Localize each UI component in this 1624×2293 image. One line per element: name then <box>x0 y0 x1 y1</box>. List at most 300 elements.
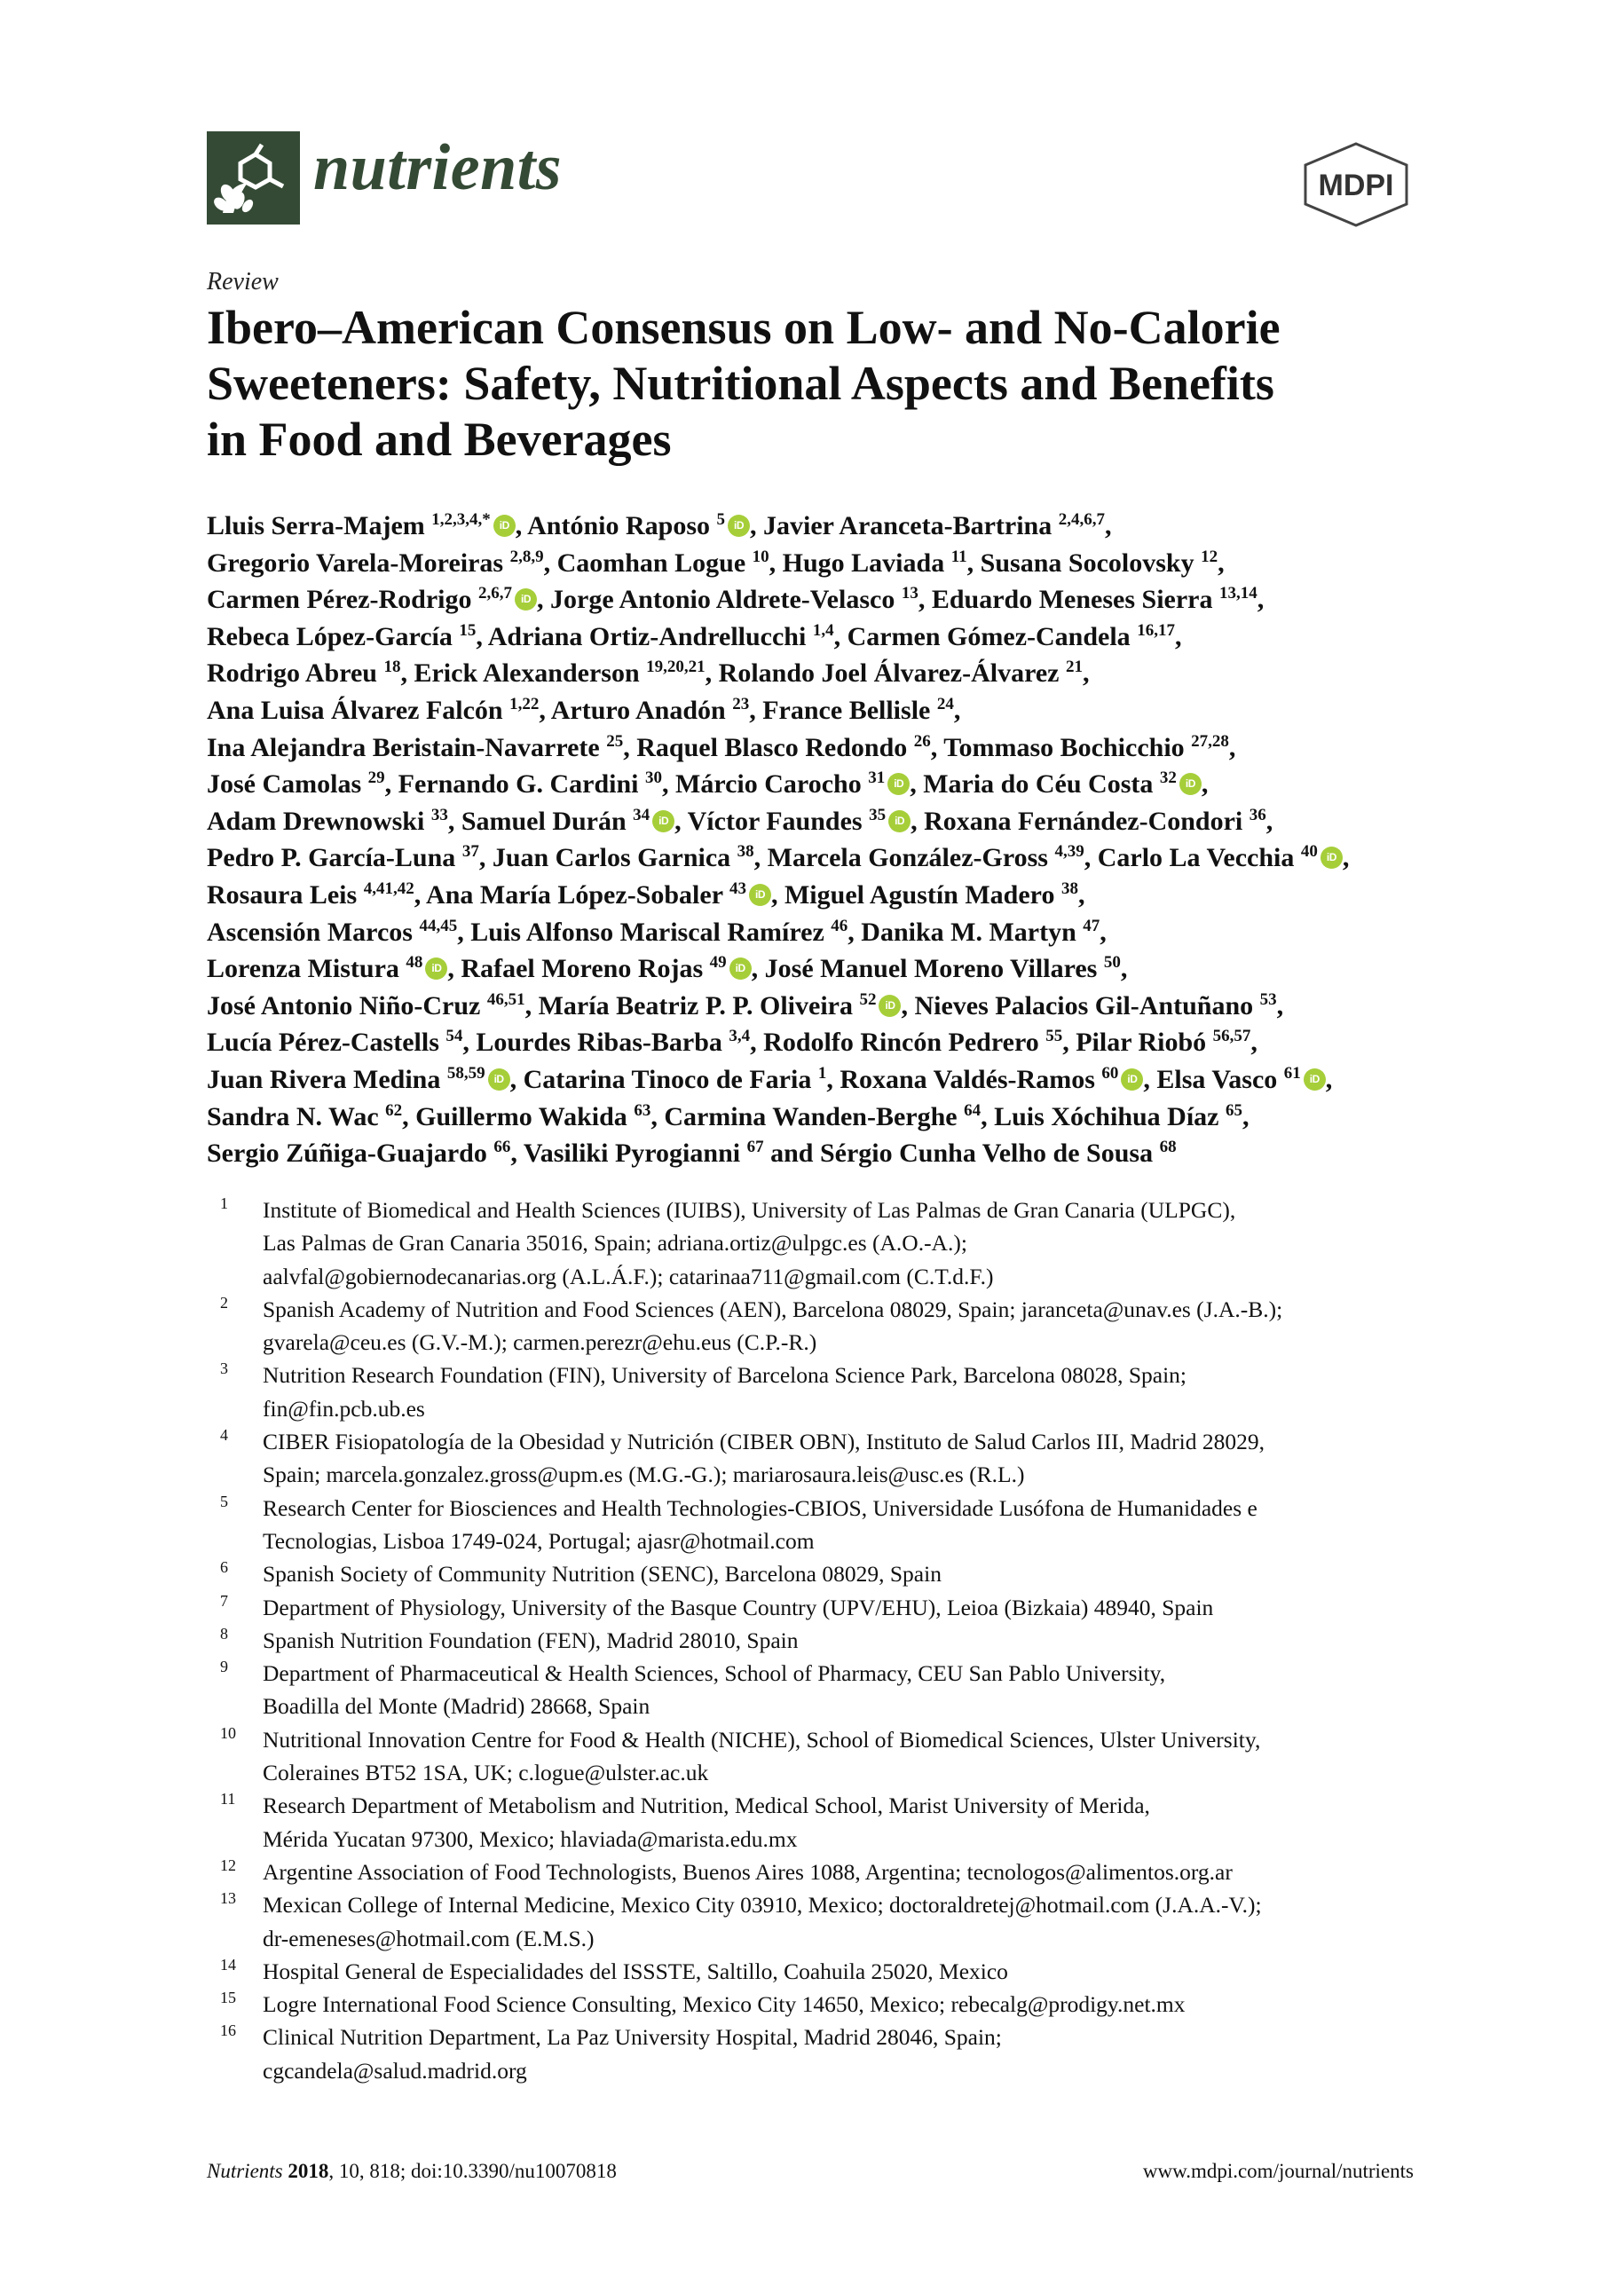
author-separator: , <box>447 954 461 984</box>
affiliation-item <box>220 1789 1462 1856</box>
journal-header <box>207 131 1414 225</box>
author-line <box>207 619 1467 656</box>
author-separator: , <box>1257 585 1265 615</box>
author-name <box>207 585 537 614</box>
author-separator: , <box>753 843 768 873</box>
affiliation-number: 14 <box>220 1955 236 1974</box>
author-name-text: Sandra N. Wac <box>207 1101 379 1131</box>
author-name-text: Adriana Ortiz-Andrellucchi <box>487 621 807 651</box>
author-name <box>488 622 834 651</box>
author-line <box>207 914 1467 951</box>
author-name-text: Caomhan Logue <box>556 548 746 578</box>
affiliation-superscript: 52 <box>859 989 877 1009</box>
author-separator: , <box>901 990 915 1020</box>
author-name-text: Nieves Palacios Gil-Antuñano <box>914 990 1254 1020</box>
author-name <box>398 769 662 799</box>
affiliation-number: 15 <box>220 1989 236 2007</box>
author-name <box>1098 843 1343 872</box>
footer-year: 2018 <box>288 2160 329 2182</box>
orcid-icon[interactable]: iD <box>887 773 910 795</box>
author-name-text: Gregorio Varela-Moreiras <box>207 548 504 578</box>
affiliation-superscript: 12 <box>1201 547 1218 566</box>
author-name-text: Márcio Carocho <box>675 769 862 800</box>
author-separator: , <box>930 732 944 762</box>
affiliation-item <box>220 1856 1462 1888</box>
article-title <box>207 300 1449 468</box>
affiliation-superscript: 38 <box>737 842 754 862</box>
author-line <box>207 655 1467 692</box>
author-separator: , <box>1104 511 1112 540</box>
author-separator: , <box>1250 1028 1257 1058</box>
author-name <box>414 658 705 688</box>
author-name <box>461 807 674 836</box>
affiliation-superscript: 35 <box>869 805 887 824</box>
orcid-icon[interactable]: iD <box>1304 1068 1326 1091</box>
author-name-text: Carmen Pérez-Rodrigo <box>207 585 472 615</box>
orcid-icon[interactable]: iD <box>729 957 752 980</box>
author-name <box>923 769 1202 799</box>
author-separator: , <box>1100 917 1107 947</box>
author-line <box>207 692 1467 729</box>
author-separator: , <box>749 695 763 725</box>
author-name <box>207 843 479 872</box>
affiliation-superscript: 66 <box>493 1138 511 1157</box>
affiliation-superscript: 33 <box>430 805 448 824</box>
journal-url-link[interactable]: www.mdpi.com/journal/nutrients <box>1142 2160 1414 2182</box>
author-name-text: Luis Alfonso Mariscal Ramírez <box>470 917 824 947</box>
author-name <box>861 918 1100 947</box>
author-name-text: Lourdes Ribas-Barba <box>476 1028 722 1058</box>
affiliation-item <box>220 1723 1462 1790</box>
affiliation-text: Nutrition Research Foundation (FIN), University of Barcelona Science Park, Barcelona 08028, Spain; fin@fin.pcb.ub.es <box>263 1362 1186 1422</box>
author-name-text: Juan Carlos Garnica <box>492 843 731 873</box>
author-separator: , <box>1062 1028 1076 1058</box>
affiliation-superscript: 18 <box>383 658 401 677</box>
affiliation-item <box>220 1955 1462 1988</box>
affiliation-superscript: 19,20,21 <box>646 658 706 677</box>
author-name <box>207 548 544 578</box>
author-name <box>943 733 1229 762</box>
author-name-text: María Beatriz P. P. Oliveira <box>538 990 853 1020</box>
author-name <box>207 1028 462 1057</box>
mdpi-logo <box>1298 140 1414 220</box>
author-name <box>768 843 1084 872</box>
author-separator: , <box>539 695 551 725</box>
author-name <box>719 658 1083 688</box>
author-separator: , <box>478 843 493 873</box>
affiliation-superscript: 48 <box>406 953 423 973</box>
affiliation-superscript: 50 <box>1103 953 1121 973</box>
author-name-text: Fernando G. Cardini <box>398 769 639 800</box>
affiliation-text: Argentine Association of Food Technologists, Buenos Aires 1088, Argentina; tecnologos@alimentos.org.ar <box>263 1858 1233 1885</box>
affiliation-superscript: 65 <box>1226 1100 1242 1120</box>
footer-journal: Nutrients <box>207 2160 283 2182</box>
affiliation-superscript: 63 <box>634 1100 651 1120</box>
author-name <box>207 1102 402 1131</box>
author-separator: , <box>1201 769 1209 800</box>
author-name-text: Ina Alejandra Beristain-Navarrete <box>207 732 600 762</box>
affiliation-superscript: 34 <box>633 805 650 824</box>
affiliation-superscript: 38 <box>1060 879 1078 898</box>
affiliation-superscript: 56,57 <box>1212 1027 1251 1046</box>
author-separator: and <box>763 1139 820 1169</box>
orcid-icon[interactable]: iD <box>888 810 911 832</box>
author-name <box>981 548 1218 578</box>
author-name <box>765 954 1121 983</box>
orcid-icon[interactable]: iD <box>1121 1068 1143 1091</box>
affiliation-superscript: 58,59 <box>446 1063 485 1083</box>
affiliation-text: Spanish Society of Community Nutrition (SENC), Barcelona 08029, Spain <box>263 1561 942 1588</box>
author-name-text: António Raposo <box>527 511 711 540</box>
author-line <box>207 950 1467 988</box>
author-line <box>207 839 1467 877</box>
author-name-text: José Manuel Moreno Villares <box>764 954 1098 984</box>
citation <box>207 2160 617 2183</box>
author-separator: , <box>1276 990 1284 1020</box>
author-name <box>783 548 967 578</box>
author-name <box>932 585 1257 614</box>
author-separator: , <box>510 1139 524 1169</box>
author-name-text: Catarina Tinoco de Faria <box>523 1064 812 1094</box>
affiliation-superscript: 4,39 <box>1054 842 1084 862</box>
affiliation-superscript: 54 <box>445 1027 463 1046</box>
affiliation-number: 11 <box>220 1790 236 1808</box>
orcid-icon[interactable]: iD <box>1179 773 1202 795</box>
author-name-text: Sergio Zúñiga-Guajardo <box>207 1139 487 1169</box>
author-name-text: Lucía Pérez-Castells <box>207 1028 439 1058</box>
author-name-text: France Bellisle <box>762 695 931 725</box>
orcid-icon[interactable]: iD <box>515 588 537 611</box>
author-separator: , <box>981 1101 995 1131</box>
author-separator: , <box>770 879 784 910</box>
affiliation-superscript: 10 <box>752 547 769 566</box>
author-name <box>847 622 1175 651</box>
affiliation-superscript: 30 <box>645 768 663 788</box>
author-separator: , <box>1325 1064 1333 1094</box>
author-name <box>763 511 1105 540</box>
author-separator: , <box>402 1101 416 1131</box>
author-name-text: Juan Rivera Medina <box>207 1064 441 1094</box>
author-name <box>820 1139 1177 1168</box>
author-name <box>762 696 954 725</box>
affiliation-text: CIBER Fisiopatología de la Obesidad y Nutrición (CIBER OBN), Instituto de Salud Carlos III, Madrid 28029, Spain; marcela.gonzalez.gross@upm.es (M.G.-G.); mariarosaura.leis@usc.es (R.L.) <box>263 1429 1265 1488</box>
affiliation-superscript: 68 <box>1159 1138 1177 1157</box>
orcid-icon[interactable]: iD <box>728 515 750 537</box>
affiliation-item <box>220 1492 1462 1558</box>
author-name-text: Ascensión Marcos <box>207 917 413 947</box>
title-line: Sweeteners: Safety, Nutritional Aspects and Benefits <box>207 357 1274 410</box>
orcid-icon[interactable]: iD <box>488 1068 510 1091</box>
author-name <box>557 548 769 578</box>
author-name <box>784 880 1078 910</box>
affiliation-superscript: 67 <box>746 1138 764 1157</box>
affiliation-number: 9 <box>220 1658 228 1676</box>
title-line: Ibero–American Consensus on Low- and No-Calorie <box>207 301 1281 354</box>
author-name-text: Hugo Laviada <box>782 548 945 578</box>
author-name-text: Adam Drewnowski <box>207 806 425 836</box>
author-name <box>207 1139 510 1168</box>
author-name-text: José Camolas <box>207 769 362 800</box>
affiliation-item <box>220 1591 1462 1624</box>
author-separator: , <box>826 1064 840 1094</box>
author-separator: , <box>674 806 688 836</box>
affiliation-text: Research Center for Biosciences and Health Technologies-CBIOS, Universidade Lusófona de Humanidades e Tecnologias, Lisboa 1749-024, Portugal; ajasr@hotmail.com <box>263 1494 1257 1554</box>
orcid-icon[interactable]: iD <box>879 995 901 1017</box>
affiliation-superscript: 32 <box>1159 768 1177 788</box>
author-separator: , <box>476 621 488 651</box>
affiliation-item <box>220 1194 1462 1293</box>
author-name <box>550 585 918 614</box>
author-name-text: Pilar Riobó <box>1076 1028 1207 1058</box>
mdpi-logo-text: MDPI <box>1318 169 1394 202</box>
affiliation-superscript: 2,8,9 <box>509 547 544 566</box>
author-line <box>207 1135 1467 1172</box>
affiliation-item <box>220 1359 1462 1425</box>
author-name <box>524 1139 764 1168</box>
author-name <box>675 769 910 799</box>
affiliation-superscript: 2,6,7 <box>478 584 513 603</box>
author-separator: , <box>1082 658 1090 689</box>
author-name <box>461 954 751 983</box>
author-name-text: Ana Luisa Álvarez Falcón <box>207 695 503 725</box>
author-separator: , <box>918 585 932 615</box>
affiliation-text: Hospital General de Especialidades del ISSSTE, Saltillo, Coahuila 25020, Mexico <box>263 1958 1008 1984</box>
affiliation-superscript: 64 <box>964 1100 981 1120</box>
affiliation-superscript: 62 <box>385 1100 403 1120</box>
affiliation-text: Logre International Food Science Consulting, Mexico City 14650, Mexico; rebecalg@prodigy.net.mx <box>263 1991 1186 2018</box>
affiliation-superscript: 1,4 <box>812 620 834 640</box>
affiliation-text: Spanish Academy of Nutrition and Food Sciences (AEN), Barcelona 08029, Spain; jaranceta@unav.es (J.A.-B.); gvarela@ceu.es (G.V.-M.); carmen.perezr@ehu.eus (C.P.-R.) <box>263 1296 1283 1356</box>
author-name-text: Samuel Durán <box>461 806 627 836</box>
author-separator: , <box>537 585 551 615</box>
author-separator: , <box>543 548 557 578</box>
journal-name: nutrients <box>313 131 563 204</box>
affiliation-superscript: 55 <box>1045 1027 1063 1046</box>
affiliation-item <box>220 1624 1462 1657</box>
author-name-text: Tommaso Bochicchio <box>943 732 1185 762</box>
author-name-text: Jorge Antonio Aldrete-Velasco <box>550 585 895 615</box>
article-type: Review <box>207 268 279 295</box>
author-line <box>207 988 1467 1025</box>
affiliation-superscript: 44,45 <box>419 916 458 935</box>
author-name <box>207 511 516 540</box>
author-name-text: Miguel Agustín Madero <box>784 879 1055 910</box>
affiliation-number: 3 <box>220 1359 228 1378</box>
affiliation-item <box>220 1988 1462 2021</box>
affiliation-number: 12 <box>220 1856 236 1874</box>
author-separator: , <box>750 1028 764 1058</box>
author-name-text: Eduardo Meneses Sierra <box>931 585 1213 615</box>
affiliation-text: Clinical Nutrition Department, La Paz University Hospital, Madrid 28046, Spain; cgcandela@salud.madrid.org <box>263 2024 1002 2084</box>
affiliation-superscript: 5 <box>716 510 726 529</box>
affiliation-item <box>220 1657 1462 1723</box>
author-name-text: Rodrigo Abreu <box>207 658 377 689</box>
author-line <box>207 803 1467 840</box>
affiliation-text: Spanish Nutrition Foundation (FEN), Madrid 28010, Spain <box>263 1627 799 1653</box>
affiliation-superscript: 2,4,6,7 <box>1058 510 1105 529</box>
author-separator: , <box>1218 548 1225 578</box>
author-name-text: Lluis Serra-Majem <box>207 511 425 540</box>
author-name-text: Luis Xóchihua Díaz <box>994 1101 1219 1131</box>
affiliation-item <box>220 1293 1462 1359</box>
author-name-text: Arturo Anadón <box>550 695 726 725</box>
affiliation-superscript: 11 <box>950 547 967 566</box>
author-name-text: Danika M. Martyn <box>861 917 1076 947</box>
author-separator: , <box>462 1028 477 1058</box>
affiliation-superscript: 40 <box>1300 842 1318 862</box>
author-name <box>664 1102 981 1131</box>
author-name-text: Rodolfo Rincón Pedrero <box>763 1028 1039 1058</box>
author-separator: , <box>910 769 924 800</box>
author-list <box>207 508 1467 1172</box>
affiliation-superscript: 21 <box>1065 658 1083 677</box>
affiliation-list <box>220 1194 1462 2087</box>
author-separator: , <box>705 658 719 689</box>
author-separator: , <box>769 548 783 578</box>
orcid-icon[interactable]: iD <box>1320 847 1343 869</box>
author-separator: , <box>457 917 471 947</box>
author-name-text: Roxana Fernández-Condori <box>924 806 1243 836</box>
author-name <box>476 1028 750 1057</box>
author-name <box>426 880 771 910</box>
author-separator: , <box>751 954 765 984</box>
author-separator: , <box>1174 621 1182 651</box>
affiliation-number: 2 <box>220 1293 228 1312</box>
author-separator: , <box>750 511 764 540</box>
author-line <box>207 1099 1467 1136</box>
orcid-icon[interactable]: iD <box>652 810 674 832</box>
affiliation-superscript: 23 <box>732 694 750 713</box>
author-name <box>207 954 447 983</box>
author-separator: , <box>1228 732 1236 762</box>
author-name-text: Víctor Faundes <box>687 806 863 836</box>
affiliation-superscript: 16,17 <box>1137 620 1175 640</box>
author-name-text: Erick Alexanderson <box>414 658 640 689</box>
affiliation-superscript: 60 <box>1101 1063 1119 1083</box>
affiliation-superscript: 1,2,3,4,* <box>431 510 491 529</box>
author-name <box>1076 1028 1250 1057</box>
author-name <box>207 918 457 947</box>
author-name <box>207 622 476 651</box>
footer-citation: , 10, 818; doi:10.3390/nu10070818 <box>328 2160 617 2182</box>
author-separator: , <box>953 695 961 725</box>
affiliation-superscript: 36 <box>1249 805 1266 824</box>
affiliation-superscript: 49 <box>709 953 727 973</box>
author-name-text: José Antonio Niño-Cruz <box>207 990 481 1020</box>
author-name-text: Carmina Wanden-Berghe <box>664 1101 958 1131</box>
affiliation-superscript: 15 <box>459 620 477 640</box>
affiliation-number: 7 <box>220 1591 228 1610</box>
affiliation-text: Research Department of Metabolism and Nutrition, Medical School, Marist University of Merida, Mérida Yucatan 97300, Mexico; hlaviada@marista.edu.mx <box>263 1793 1150 1852</box>
author-name-text: Rosaura Leis <box>207 879 358 910</box>
affiliation-item <box>220 1425 1462 1492</box>
author-separator: , <box>1242 1101 1250 1131</box>
author-name-text: Susana Socolovsky <box>980 548 1194 578</box>
author-name-text: Vasiliki Pyrogianni <box>523 1139 741 1169</box>
affiliation-text: Institute of Biomedical and Health Sciences (IUIBS), University of Las Palmas de Gran Canaria (ULPGC), Las Palmas de Gran Canaria 35016, Spain; adriana.ortiz@ulpgc.es (A.O.-A.); aalvfal@gobiernodecanarias.org (A.L.Á.F.); catarinaa711@gmail.com (C.T.d.F.) <box>263 1197 1236 1289</box>
author-separator: , <box>400 658 414 689</box>
author-separator: , <box>650 1101 665 1131</box>
author-name-text: Maria do Céu Costa <box>923 769 1154 800</box>
affiliation-superscript: 53 <box>1259 989 1277 1009</box>
affiliation-superscript: 47 <box>1083 916 1100 935</box>
author-line <box>207 1024 1467 1061</box>
author-separator: , <box>515 511 528 540</box>
author-name <box>539 991 902 1020</box>
author-separator: , <box>414 879 427 910</box>
affiliation-superscript: 25 <box>606 731 624 751</box>
author-separator: , <box>509 1064 524 1094</box>
author-line <box>207 729 1467 767</box>
author-name <box>207 991 525 1020</box>
author-name <box>415 1102 650 1131</box>
author-name <box>207 1065 510 1094</box>
affiliation-item <box>220 2021 1462 2087</box>
affiliation-superscript: 31 <box>868 768 886 788</box>
affiliation-number: 8 <box>220 1624 228 1643</box>
author-line <box>207 545 1467 582</box>
author-name-text: Roxana Valdés-Ramos <box>840 1064 1095 1094</box>
author-name <box>924 807 1266 836</box>
author-name <box>763 1028 1062 1057</box>
author-name-text: Elsa Vasco <box>1156 1064 1278 1094</box>
author-separator: , <box>847 917 862 947</box>
author-name-text: Rebeca López-García <box>207 621 453 651</box>
author-name <box>207 880 414 910</box>
author-name-text: Carmen Gómez-Candela <box>847 621 1131 651</box>
author-name-text: Pedro P. García-Luna <box>207 843 456 873</box>
author-separator: , <box>1265 806 1273 836</box>
author-separator: , <box>1143 1064 1157 1094</box>
affiliation-text: Nutritional Innovation Centre for Food & Health (NICHE), School of Biomedical Sciences, Ulster University, Coleraines BT52 1SA, UK; c.logue@ulster.ac.uk <box>263 1726 1261 1786</box>
orcid-icon[interactable]: iD <box>493 515 516 537</box>
title-line: in Food and Beverages <box>207 413 672 466</box>
author-separator: , <box>1120 954 1128 984</box>
author-name-text: Rafael Moreno Rojas <box>461 954 704 984</box>
author-name <box>207 696 539 725</box>
affiliation-number: 10 <box>220 1723 236 1742</box>
affiliation-number: 1 <box>220 1194 228 1212</box>
affiliation-number: 6 <box>220 1558 228 1577</box>
author-separator: , <box>662 769 676 800</box>
author-name <box>636 733 931 762</box>
author-separator: , <box>524 990 539 1020</box>
affiliation-superscript: 1,22 <box>509 694 540 713</box>
author-line <box>207 766 1467 803</box>
author-name <box>1156 1065 1325 1094</box>
author-name-text: Rolando Joel Álvarez-Álvarez <box>718 658 1060 689</box>
author-line <box>207 581 1467 619</box>
author-name <box>840 1065 1143 1094</box>
affiliation-superscript: 26 <box>913 731 931 751</box>
author-separator: , <box>447 806 461 836</box>
author-name-text: Ana María López-Sobaler <box>426 879 723 910</box>
orcid-icon[interactable]: iD <box>749 884 771 906</box>
affiliation-number: 5 <box>220 1492 228 1510</box>
author-name-text: Raquel Blasco Redondo <box>636 732 908 762</box>
author-name <box>524 1065 827 1094</box>
affiliation-superscript: 46,51 <box>486 989 525 1009</box>
affiliation-superscript: 1 <box>817 1063 827 1083</box>
author-name <box>914 991 1276 1020</box>
affiliation-text: Department of Pharmaceutical & Health Sciences, School of Pharmacy, CEU San Pablo University, Boadilla del Monte (Madrid) 28668, Spain <box>263 1660 1166 1720</box>
author-name <box>551 696 750 725</box>
affiliation-superscript: 24 <box>936 694 954 713</box>
author-name-text: Sérgio Cunha Velho de Sousa <box>819 1139 1154 1169</box>
affiliation-text: Department of Physiology, University of the Basque Country (UPV/EHU), Leioa (Bizkaia) 48940, Spain <box>263 1594 1214 1620</box>
orcid-icon[interactable]: iD <box>425 957 447 980</box>
author-separator: , <box>911 806 925 836</box>
